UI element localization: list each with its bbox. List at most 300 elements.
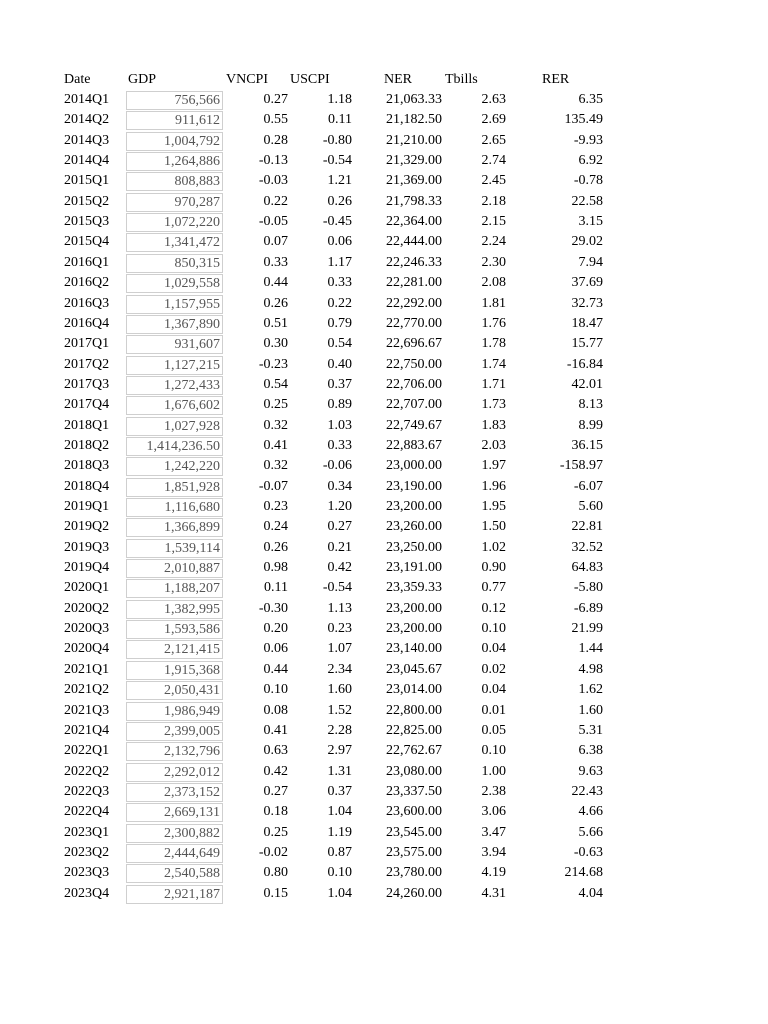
cell-ner: 23,080.00 xyxy=(386,763,442,779)
cell-gdp[interactable]: 2,921,187 xyxy=(126,885,223,904)
cell-date: 2017Q3 xyxy=(64,376,110,392)
header-row xyxy=(0,70,768,90)
cell-rer: 42.01 xyxy=(571,376,603,392)
cell-tbills: 2.18 xyxy=(481,193,506,209)
cell-rer: 18.47 xyxy=(571,315,603,331)
table-row xyxy=(0,477,768,497)
cell-tbills: 1.83 xyxy=(481,417,506,433)
cell-ner: 24,260.00 xyxy=(386,885,442,901)
cell-uscpi: 0.22 xyxy=(327,295,352,311)
cell-gdp[interactable]: 1,366,899 xyxy=(126,518,223,537)
cell-uscpi: 2.28 xyxy=(327,722,352,738)
cell-date: 2020Q1 xyxy=(64,580,110,596)
cell-ner: 22,696.67 xyxy=(386,336,442,352)
cell-gdp[interactable]: 2,373,152 xyxy=(126,783,223,802)
cell-vncpi: 0.11 xyxy=(264,580,288,596)
cell-uscpi: -0.54 xyxy=(322,153,352,169)
cell-rer: 9.63 xyxy=(578,763,603,779)
cell-rer: 29.02 xyxy=(571,234,603,250)
cell-date: 2017Q4 xyxy=(64,397,110,413)
cell-uscpi: 1.04 xyxy=(327,885,352,901)
cell-tbills: 1.78 xyxy=(481,336,506,352)
cell-gdp[interactable]: 2,121,415 xyxy=(126,640,223,659)
cell-vncpi: 0.25 xyxy=(263,397,288,413)
cell-date: 2023Q1 xyxy=(64,824,110,840)
cell-tbills: 1.73 xyxy=(481,397,506,413)
cell-rer: -0.78 xyxy=(573,173,603,189)
cell-uscpi: 0.40 xyxy=(327,356,352,372)
cell-uscpi: 1.07 xyxy=(327,641,352,657)
table-row xyxy=(0,680,768,700)
header-tbills: Tbills xyxy=(445,72,478,87)
cell-uscpi: 0.37 xyxy=(327,376,352,392)
cell-gdp[interactable]: 970,287 xyxy=(126,193,223,212)
cell-uscpi: 1.20 xyxy=(327,499,352,514)
table-row xyxy=(0,741,768,761)
table-row xyxy=(0,395,768,415)
cell-rer: -158.97 xyxy=(559,458,603,474)
cell-gdp[interactable]: 1,593,586 xyxy=(126,620,223,639)
cell-date: 2019Q2 xyxy=(64,519,110,535)
cell-date: 2022Q4 xyxy=(64,804,110,820)
cell-vncpi: -0.02 xyxy=(258,844,288,860)
cell-date: 2019Q1 xyxy=(64,499,110,514)
cell-gdp[interactable]: 756,566 xyxy=(126,91,223,110)
cell-gdp[interactable]: 1,116,680 xyxy=(126,498,223,517)
cell-gdp[interactable]: 1,915,368 xyxy=(126,661,223,680)
cell-vncpi: -0.30 xyxy=(258,600,288,616)
cell-gdp[interactable]: 1,004,792 xyxy=(126,132,223,151)
cell-ner: 23,000.00 xyxy=(386,458,442,474)
table-row xyxy=(0,110,768,130)
cell-uscpi: 2.97 xyxy=(327,743,352,759)
cell-ner: 22,749.67 xyxy=(386,417,442,433)
table-row xyxy=(0,151,768,171)
cell-vncpi: -0.03 xyxy=(258,173,288,189)
cell-date: 2014Q3 xyxy=(64,132,110,148)
table-row xyxy=(0,823,768,843)
cell-rer: 4.04 xyxy=(578,885,603,901)
cell-gdp[interactable]: 1,367,890 xyxy=(126,315,223,334)
cell-date: 2016Q4 xyxy=(64,315,110,331)
cell-vncpi: 0.07 xyxy=(263,234,288,250)
cell-gdp[interactable]: 2,132,796 xyxy=(126,742,223,761)
cell-ner: 22,707.00 xyxy=(386,397,442,413)
cell-date: 2021Q3 xyxy=(64,702,110,718)
cell-ner: 23,045.67 xyxy=(386,661,442,677)
cell-ner: 22,281.00 xyxy=(386,275,442,291)
cell-ner: 21,182.50 xyxy=(386,112,442,128)
table-row xyxy=(0,232,768,252)
cell-rer: -16.84 xyxy=(566,356,603,372)
cell-uscpi: -0.06 xyxy=(322,458,352,474)
cell-vncpi: 0.28 xyxy=(263,132,288,148)
table-row xyxy=(0,884,768,904)
cell-gdp[interactable]: 911,612 xyxy=(126,111,223,130)
cell-ner: 23,545.00 xyxy=(386,824,442,840)
cell-tbills: 0.10 xyxy=(481,621,506,637)
cell-tbills: 2.65 xyxy=(481,132,506,148)
cell-tbills: 2.38 xyxy=(481,783,506,799)
cell-uscpi: 1.60 xyxy=(327,682,352,698)
cell-rer: 135.49 xyxy=(564,112,603,128)
cell-tbills: 0.02 xyxy=(481,661,506,677)
cell-vncpi: 0.06 xyxy=(263,641,288,657)
cell-tbills: 3.47 xyxy=(481,824,506,840)
cell-rer: -6.07 xyxy=(573,478,603,494)
cell-rer: 6.38 xyxy=(578,743,603,759)
cell-date: 2019Q4 xyxy=(64,560,110,576)
cell-rer: 36.15 xyxy=(571,437,603,453)
table-row xyxy=(0,253,768,273)
cell-ner: 22,706.00 xyxy=(386,376,442,392)
cell-rer: 64.83 xyxy=(571,560,603,576)
cell-date: 2018Q1 xyxy=(64,417,110,433)
cell-tbills: 2.30 xyxy=(481,254,506,270)
table-row xyxy=(0,294,768,314)
cell-vncpi: 0.54 xyxy=(263,376,288,392)
cell-vncpi: -0.23 xyxy=(258,356,288,372)
cell-gdp[interactable]: 1,539,114 xyxy=(126,539,223,558)
table-row xyxy=(0,599,768,619)
cell-tbills: 1.81 xyxy=(481,295,506,311)
cell-date: 2016Q3 xyxy=(64,295,110,311)
table-row xyxy=(0,863,768,883)
cell-tbills: 0.05 xyxy=(481,722,506,738)
cell-ner: 22,750.00 xyxy=(386,356,442,372)
cell-rer: 21.99 xyxy=(571,621,603,637)
cell-vncpi: -0.13 xyxy=(258,153,288,169)
cell-vncpi: -0.07 xyxy=(258,478,288,494)
cell-tbills: 0.04 xyxy=(481,641,506,657)
cell-uscpi: 1.18 xyxy=(327,92,352,107)
cell-vncpi: 0.22 xyxy=(263,193,288,209)
cell-uscpi: 1.04 xyxy=(327,804,352,820)
cell-tbills: 4.19 xyxy=(481,865,506,881)
cell-uscpi: 0.21 xyxy=(327,539,352,555)
cell-vncpi: 0.25 xyxy=(263,824,288,840)
cell-uscpi: 1.19 xyxy=(327,824,352,840)
cell-gdp[interactable]: 1,382,995 xyxy=(126,600,223,619)
table-row xyxy=(0,701,768,721)
cell-vncpi: 0.26 xyxy=(263,295,288,311)
cell-rer: 32.52 xyxy=(571,539,603,555)
cell-gdp[interactable]: 1,341,472 xyxy=(126,233,223,252)
cell-ner: 21,063.33 xyxy=(386,92,442,107)
cell-uscpi: 0.33 xyxy=(327,437,352,453)
cell-ner: 23,200.00 xyxy=(386,499,442,514)
cell-uscpi: 1.21 xyxy=(327,173,352,189)
table-row xyxy=(0,843,768,863)
cell-ner: 21,329.00 xyxy=(386,153,442,169)
cell-gdp[interactable]: 1,264,886 xyxy=(126,152,223,171)
cell-date: 2019Q3 xyxy=(64,539,110,555)
cell-date: 2018Q3 xyxy=(64,458,110,474)
cell-ner: 22,825.00 xyxy=(386,722,442,738)
cell-gdp[interactable]: 1,127,215 xyxy=(126,356,223,375)
cell-rer: 5.31 xyxy=(578,722,603,738)
cell-tbills: 0.77 xyxy=(481,580,506,596)
cell-rer: 22.58 xyxy=(571,193,603,209)
cell-date: 2021Q4 xyxy=(64,722,110,738)
cell-tbills: 1.96 xyxy=(481,478,506,494)
cell-gdp[interactable]: 1,986,949 xyxy=(126,702,223,721)
cell-gdp[interactable]: 2,540,588 xyxy=(126,864,223,883)
cell-vncpi: 0.27 xyxy=(263,92,288,107)
cell-vncpi: 0.30 xyxy=(263,336,288,352)
cell-gdp[interactable]: 1,029,558 xyxy=(126,274,223,293)
cell-gdp[interactable]: 2,669,131 xyxy=(126,803,223,822)
cell-date: 2020Q4 xyxy=(64,641,110,657)
cell-uscpi: 0.33 xyxy=(327,275,352,291)
cell-gdp[interactable]: 1,157,955 xyxy=(126,295,223,314)
header-vncpi: VNCPI xyxy=(226,72,269,87)
cell-tbills: 1.02 xyxy=(481,539,506,555)
cell-date: 2014Q1 xyxy=(64,92,110,107)
cell-ner: 22,444.00 xyxy=(386,234,442,250)
cell-vncpi: 0.55 xyxy=(263,112,288,128)
cell-uscpi: 0.06 xyxy=(327,234,352,250)
cell-vncpi: 0.63 xyxy=(263,743,288,759)
cell-ner: 22,800.00 xyxy=(386,702,442,718)
cell-gdp[interactable]: 2,292,012 xyxy=(126,763,223,782)
header-uscpi: USCPI xyxy=(290,72,330,87)
cell-gdp[interactable]: 931,607 xyxy=(126,335,223,354)
cell-date: 2020Q2 xyxy=(64,600,110,616)
cell-date: 2014Q2 xyxy=(64,112,110,128)
cell-gdp[interactable]: 1,676,602 xyxy=(126,396,223,415)
cell-tbills: 0.10 xyxy=(481,743,506,759)
cell-rer: 4.66 xyxy=(578,804,603,820)
cell-tbills: 2.24 xyxy=(481,234,506,250)
cell-gdp[interactable]: 1,072,220 xyxy=(126,213,223,232)
cell-date: 2018Q2 xyxy=(64,437,110,453)
cell-ner: 23,600.00 xyxy=(386,804,442,820)
cell-tbills: 1.95 xyxy=(481,499,506,514)
cell-ner: 23,014.00 xyxy=(386,682,442,698)
cell-uscpi: 0.11 xyxy=(328,112,352,128)
cell-vncpi: 0.44 xyxy=(263,661,288,677)
cell-ner: 22,762.67 xyxy=(386,743,442,759)
cell-tbills: 2.03 xyxy=(481,437,506,453)
cell-ner: 22,246.33 xyxy=(386,254,442,270)
cell-tbills: 1.74 xyxy=(481,356,506,372)
cell-tbills: 1.97 xyxy=(481,458,506,474)
cell-tbills: 1.76 xyxy=(481,315,506,331)
table-row xyxy=(0,802,768,822)
cell-ner: 23,359.33 xyxy=(386,580,442,596)
cell-vncpi: 0.26 xyxy=(263,539,288,555)
header-date: Date xyxy=(64,72,91,87)
cell-date: 2021Q2 xyxy=(64,682,110,698)
table-row xyxy=(0,436,768,456)
table-row xyxy=(0,538,768,558)
cell-gdp[interactable]: 808,883 xyxy=(126,172,223,191)
cell-date: 2023Q4 xyxy=(64,885,110,901)
cell-vncpi: 0.10 xyxy=(263,682,288,698)
cell-rer: 1.44 xyxy=(578,641,603,657)
cell-tbills: 2.15 xyxy=(481,214,506,230)
table-row xyxy=(0,639,768,659)
cell-rer: 4.98 xyxy=(578,661,603,677)
cell-tbills: 1.00 xyxy=(481,763,506,779)
cell-tbills: 0.01 xyxy=(481,702,506,718)
cell-uscpi: 2.34 xyxy=(327,661,352,677)
cell-gdp[interactable]: 2,444,649 xyxy=(126,844,223,863)
cell-gdp[interactable]: 850,315 xyxy=(126,254,223,273)
cell-gdp[interactable]: 2,300,882 xyxy=(126,824,223,843)
cell-uscpi: -0.80 xyxy=(322,132,352,148)
cell-uscpi: 0.54 xyxy=(327,336,352,352)
cell-date: 2016Q2 xyxy=(64,275,110,291)
cell-uscpi: 1.17 xyxy=(327,254,352,270)
table-row xyxy=(0,660,768,680)
cell-vncpi: 0.24 xyxy=(263,519,288,535)
cell-gdp[interactable]: 1,242,220 xyxy=(126,457,223,476)
cell-tbills: 4.31 xyxy=(481,885,506,901)
cell-date: 2017Q2 xyxy=(64,356,110,372)
cell-vncpi: 0.98 xyxy=(263,560,288,576)
cell-ner: 22,770.00 xyxy=(386,315,442,331)
cell-date: 2020Q3 xyxy=(64,621,110,637)
cell-tbills: 3.06 xyxy=(481,804,506,820)
cell-rer: 7.94 xyxy=(578,254,603,270)
cell-rer: 15.77 xyxy=(571,336,603,352)
table-row xyxy=(0,212,768,232)
table-row xyxy=(0,355,768,375)
cell-gdp[interactable]: 2,050,431 xyxy=(126,681,223,700)
cell-uscpi: 0.26 xyxy=(327,193,352,209)
cell-vncpi: 0.27 xyxy=(263,783,288,799)
cell-rer: 32.73 xyxy=(571,295,603,311)
cell-vncpi: 0.08 xyxy=(263,702,288,718)
cell-vncpi: 0.42 xyxy=(263,763,288,779)
cell-rer: 8.13 xyxy=(578,397,603,413)
cell-date: 2023Q2 xyxy=(64,844,110,860)
cell-tbills: 1.71 xyxy=(481,376,506,392)
cell-ner: 23,200.00 xyxy=(386,600,442,616)
table-row xyxy=(0,456,768,476)
cell-date: 2017Q1 xyxy=(64,336,110,352)
cell-tbills: 2.45 xyxy=(481,173,506,189)
cell-date: 2022Q2 xyxy=(64,763,110,779)
cell-uscpi: 0.34 xyxy=(327,478,352,494)
cell-date: 2015Q1 xyxy=(64,173,110,189)
cell-gdp[interactable]: 2,399,005 xyxy=(126,722,223,741)
cell-rer: 1.60 xyxy=(578,702,603,718)
cell-ner: 23,250.00 xyxy=(386,539,442,555)
cell-rer: 5.60 xyxy=(578,499,603,514)
cell-ner: 21,210.00 xyxy=(386,132,442,148)
cell-uscpi: 0.27 xyxy=(327,519,352,535)
table-row xyxy=(0,517,768,537)
cell-uscpi: 0.23 xyxy=(327,621,352,637)
cell-rer: 37.69 xyxy=(571,275,603,291)
cell-date: 2015Q4 xyxy=(64,234,110,250)
cell-date: 2015Q3 xyxy=(64,214,110,230)
header-rer: RER xyxy=(542,72,570,87)
cell-date: 2016Q1 xyxy=(64,254,110,270)
cell-uscpi: 0.10 xyxy=(327,865,352,881)
table-row xyxy=(0,782,768,802)
cell-vncpi: 0.32 xyxy=(263,458,288,474)
cell-gdp[interactable]: 1,851,928 xyxy=(126,478,223,497)
cell-vncpi: 0.80 xyxy=(263,865,288,881)
table-row xyxy=(0,416,768,436)
cell-ner: 22,883.67 xyxy=(386,437,442,453)
table-row xyxy=(0,131,768,151)
table-row xyxy=(0,497,768,517)
cell-ner: 23,337.50 xyxy=(386,783,442,799)
cell-uscpi: 0.87 xyxy=(327,844,352,860)
cell-ner: 22,364.00 xyxy=(386,214,442,230)
cell-vncpi: 0.33 xyxy=(263,254,288,270)
cell-uscpi: 1.03 xyxy=(327,417,352,433)
cell-tbills: 2.63 xyxy=(481,92,506,107)
cell-tbills: 2.08 xyxy=(481,275,506,291)
cell-rer: -6.89 xyxy=(573,600,603,616)
cell-uscpi: -0.54 xyxy=(322,580,352,596)
cell-date: 2015Q2 xyxy=(64,193,110,209)
cell-gdp[interactable]: 1,027,928 xyxy=(126,417,223,436)
cell-ner: 23,140.00 xyxy=(386,641,442,657)
table-row xyxy=(0,334,768,354)
header-ner: NER xyxy=(384,72,412,87)
cell-date: 2014Q4 xyxy=(64,153,110,169)
cell-tbills: 2.69 xyxy=(481,112,506,128)
cell-vncpi: 0.41 xyxy=(263,437,288,453)
cell-ner: 21,369.00 xyxy=(386,173,442,189)
cell-ner: 23,780.00 xyxy=(386,865,442,881)
table-row xyxy=(0,171,768,191)
cell-vncpi: 0.51 xyxy=(263,315,288,331)
cell-ner: 23,575.00 xyxy=(386,844,442,860)
table-row xyxy=(0,375,768,395)
cell-rer: 3.15 xyxy=(578,214,603,230)
table-row xyxy=(0,762,768,782)
cell-rer: -5.80 xyxy=(573,580,603,596)
cell-tbills: 1.50 xyxy=(481,519,506,535)
cell-ner: 23,260.00 xyxy=(386,519,442,535)
cell-ner: 23,190.00 xyxy=(386,478,442,494)
cell-rer: 1.62 xyxy=(578,682,603,698)
header-gdp: GDP xyxy=(128,72,157,87)
cell-date: 2021Q1 xyxy=(64,661,110,677)
cell-tbills: 0.12 xyxy=(481,600,506,616)
cell-gdp[interactable]: 1,414,236.50 xyxy=(126,437,223,456)
cell-ner: 22,292.00 xyxy=(386,295,442,311)
cell-rer: 5.66 xyxy=(578,824,603,840)
cell-date: 2022Q1 xyxy=(64,743,110,759)
cell-rer: 6.35 xyxy=(578,92,603,107)
cell-tbills: 0.90 xyxy=(481,560,506,576)
cell-tbills: 2.74 xyxy=(481,153,506,169)
cell-rer: -0.63 xyxy=(573,844,603,860)
table-row xyxy=(0,558,768,578)
table-row xyxy=(0,578,768,598)
cell-rer: 214.68 xyxy=(564,865,603,881)
cell-vncpi: 0.15 xyxy=(263,885,288,901)
cell-gdp[interactable]: 2,010,887 xyxy=(126,559,223,578)
cell-vncpi: 0.20 xyxy=(263,621,288,637)
cell-gdp[interactable]: 1,188,207 xyxy=(126,579,223,598)
cell-ner: 21,798.33 xyxy=(386,193,442,209)
table-row xyxy=(0,314,768,334)
cell-uscpi: 1.13 xyxy=(327,600,352,616)
table-row xyxy=(0,192,768,212)
cell-gdp[interactable]: 1,272,433 xyxy=(126,376,223,395)
cell-tbills: 3.94 xyxy=(481,844,506,860)
